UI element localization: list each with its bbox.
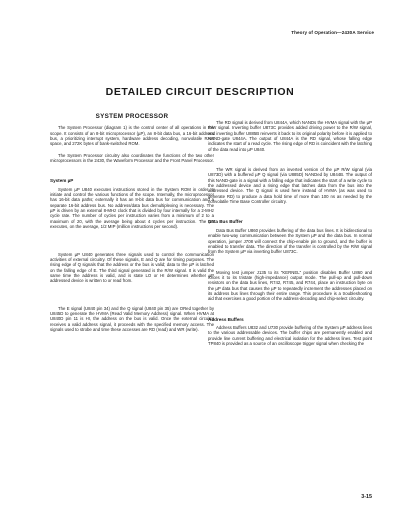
paragraph: Data Bus Buffer U860 provides buffering of the data bus lines. It is bidirectional to enable two-way communication between the System µP and the data bus. In normal operation, jumper J708 will connect the chip-enable pin to ground, and the buffer is enabled to transfer data. The direction of the transfer is controlled by the R/W signal from the System µP via inverting buffer U873C. [208,227,372,255]
paragraph: Moving test jumper J135 to its "KERNEL" position disables Buffer U860 and forces it to its tristate (high-impedance) output mode. The pull-up and pull-down resistors on the data bus lines, R742, R745, and R744, place an instruction byte on the µP data bus that causes the µP to repeatedly increment the addresses placed on its address bus lines through their entire range. This procedure is a troubleshooting aid that exercises a good portion of the address-decoding and chip-select circuitry. [208,269,372,302]
subsection-heading-data-bus-buffer: Data Bus Buffer [208,219,243,225]
right-column [208,120,372,352]
subsection-heading-address-buffers: Address Buffers [208,316,244,322]
left-column [50,114,214,338]
paragraph: The System Processor (diagram 1) is the control center of all operations in the scope. It consists of an 8-bit microprocessor (µP), an 8-bit data bus, a 16-bit address bus, a prioritizing interrupt system, hardware address decoding, nonvolatile RAM space, and 272K bytes of bank-switched ROM. [50,125,214,147]
paragraph: System µP U840 executes instructions stored in the System ROM in order to initiate and control the various functions of the scope. Internally, the microprocessor has 16-bit data paths; externally it has an 8-bit data bus for communication and a separate 16-bit address bus. No address/data bus demultiplexing is necessary. The µP is driven by an external 8-MHz clock that is divided by four internally for a 2-MHz cycle rate. The number of cycles per instruction varies from a minimum of 2 to a maximum of 20, with the average being about 4 cycles per instruction. The µP executes, on the average, 1/2 MIP (million instructions per second). [50,186,214,230]
paragraph: The WR signal is derived from an inverted version of the µP R/W signal (via U873D) with a buffered µP Q signal (via U885D) NANDed by U844B. The output of this NAND-gate is a signal with a falling edge that indicates the start of a write cycle to the addressed device and a rising edge that latches data from the bus into the addressed device. The Q signal is used here instead of HVMA (as was used to generate RD) to produce a data hold time of more than 100 ns as needed by the nonvolatile Time Base Controller circuitry. [208,167,372,205]
paragraph: The RD signal is derived from U844A, which NANDs the HVMA signal with the µP R/W signal. Inverting buffer U873C provides added driving power to the R/W signal, and inverting buffer U885B reinverts it back to its original polarity before it is applied to NAND-gate U844A. The output of U844A is the RD signal, whose falling edge indicates the start of a read cycle. The rising edge of RD is coincident with the latching of the data read into µP U840. [208,120,372,152]
running-header: Theory of Operation—2430A Service [291,30,374,35]
page-title: DETAILED CIRCUIT DESCRIPTION [105,86,295,98]
paragraph: System µP U840 generates three signals used to control the communication activities of external circuitry. Of these signals, E and Q are for timing purposes. The rising edge of Q signals that the address or the bus is valid; data to the µP is latched on the falling edge of E. The third signal generated is the R/W signal. It is valid the same time the address is valid, and is state LO or HI determines whether µP addressed device is written to or read from. [50,251,214,284]
subsection-heading-system-up: System µP [50,178,74,184]
paragraph: Address Buffers U832 and U730 provide buffering of the System µP address lines to the various addressable devices. The buffer chips are permanently enabled and provide line current buffering and electrical isolation for the address lines. Test point TP840 is provided as a source of an oscilloscope trigger signal when checking the [208,324,372,346]
paragraph: The System Processor circuitry also coordinates the functions of the two other microprocessors in the 2430, the Waveform Processor and the Front Panel Processor. [50,152,214,164]
page-number: 3-15 [361,494,372,500]
section-heading-system-processor: SYSTEM PROCESSOR [95,113,169,120]
paragraph: The E signal (U840 pin 34) and the Q signal (U840 pin 35) are ORed together by U845D to generate the HVMA (Read Valid Memory Address) signal. When HVMA at U840D pin 11 is HI, the address on the bus is valid. Once the external circuitry receives a valid address signal, it proceeds with the specified memory access. The signals used to strobe and time these accesses are RD (read) and WR (write). [50,305,214,332]
